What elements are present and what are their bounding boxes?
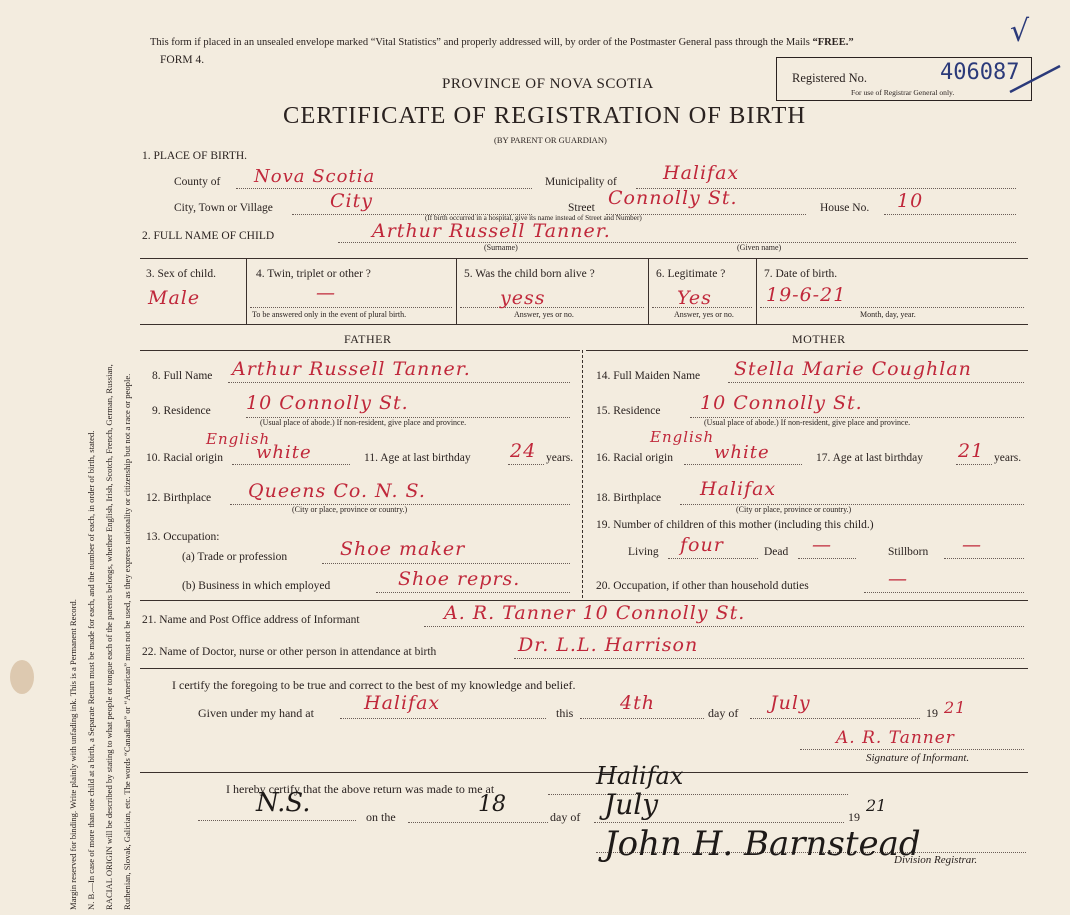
margin-note-binding: Margin reserved for binding. Write plainly with unfading ink. This is a Permanent Record. bbox=[68, 599, 78, 910]
surname-note: (Surname) bbox=[484, 243, 518, 252]
registered-number: 406087 bbox=[940, 60, 1020, 85]
father-header: FATHER bbox=[344, 332, 392, 346]
margin-note-racial-origin-cont: Ruthenian, Slovak, Galician, etc. The words “Canadian” or “American” must not be used, as they express nationality or citizenship but not a race or people. bbox=[122, 373, 132, 910]
municipality-value: Halifax bbox=[663, 162, 740, 184]
father-birthplace-value: Queens Co. N. S. bbox=[248, 480, 426, 502]
form-number: FORM 4. bbox=[160, 54, 205, 66]
legitimate-value: Yes bbox=[677, 287, 712, 309]
registrar-caption: Division Registrar. bbox=[894, 854, 978, 866]
municipality-label: Municipality of bbox=[545, 176, 617, 188]
given-label: Given under my hand at bbox=[198, 706, 314, 720]
alive-label: 5. Was the child born alive ? bbox=[464, 268, 595, 280]
father-racial-label: 10. Racial origin bbox=[146, 452, 223, 464]
father-birthplace-note: (City or place, province or country.) bbox=[292, 505, 408, 514]
given-year-prefix: 19 bbox=[926, 706, 938, 720]
registered-tick-icon bbox=[1004, 62, 1064, 98]
child-name-label: 2. FULL NAME OF CHILD bbox=[142, 230, 275, 242]
registrar-year-value: 21 bbox=[866, 796, 887, 815]
twin-value: — bbox=[316, 282, 336, 304]
city-label: City, Town or Village bbox=[174, 202, 273, 214]
mother-age-value: 21 bbox=[958, 440, 985, 462]
mother-residence-value: 10 Connolly St. bbox=[700, 392, 863, 414]
county-label: County of bbox=[174, 176, 221, 188]
mother-racial-above: English bbox=[650, 428, 715, 446]
registrar-place-value: Halifax bbox=[596, 762, 684, 790]
registered-note: For use of Registrar General only. bbox=[851, 88, 955, 97]
registrar-statement: I hereby certify that the above return was made to me at bbox=[226, 782, 495, 796]
registrar-day-value: 18 bbox=[478, 792, 506, 817]
sex-label: 3. Sex of child. bbox=[146, 268, 216, 280]
given-month-value: July bbox=[770, 692, 811, 714]
sex-value: Male bbox=[148, 287, 201, 309]
mother-occupation-value: — bbox=[888, 568, 908, 590]
twin-note: To be answered only in the event of plural birth. bbox=[252, 310, 407, 319]
postal-free: “FREE.” bbox=[812, 37, 854, 48]
postal-note bbox=[150, 37, 854, 48]
father-racial-value: white bbox=[256, 442, 312, 463]
province-heading: PROVINCE OF NOVA SCOTIA bbox=[442, 76, 654, 92]
mother-name-label: 14. Full Maiden Name bbox=[596, 370, 701, 382]
mother-racial-label: 16. Racial origin bbox=[596, 452, 673, 464]
doctor-value: Dr. L.L. Harrison bbox=[518, 634, 699, 656]
informant-signature: A. R. Tanner bbox=[836, 728, 955, 748]
dead-label: Dead bbox=[764, 546, 789, 558]
street-label: Street bbox=[568, 202, 595, 214]
mother-residence-note: (Usual place of abode.) If non-resident, give place and province. bbox=[704, 418, 911, 427]
given-year-value: 21 bbox=[944, 698, 967, 717]
legitimate-note: Answer, yes or no. bbox=[674, 310, 734, 319]
house-label: House No. bbox=[820, 202, 870, 214]
informant-signature-caption: Signature of Informant. bbox=[866, 752, 970, 764]
father-trade-value: Shoe maker bbox=[340, 538, 466, 560]
registrar-province-value: N.S. bbox=[256, 788, 311, 818]
registrar-on-the-label: on the bbox=[366, 810, 396, 824]
twin-label: 4. Twin, triplet or other ? bbox=[256, 268, 371, 280]
father-age-value: 24 bbox=[510, 440, 537, 462]
child-name-value: Arthur Russell Tanner. bbox=[372, 220, 611, 242]
father-racial-above: English bbox=[206, 430, 271, 448]
alive-note: Answer, yes or no. bbox=[514, 310, 574, 319]
father-residence-label: 9. Residence bbox=[152, 405, 211, 417]
father-birthplace-label: 12. Birthplace bbox=[146, 492, 212, 504]
doctor-label: 22. Name of Doctor, nurse or other person in attendance at birth bbox=[142, 646, 437, 658]
father-business-label: (b) Business in which employed bbox=[182, 580, 331, 592]
registrar-year-prefix: 19 bbox=[848, 810, 860, 824]
place-section-label: 1. PLACE OF BIRTH. bbox=[142, 150, 248, 162]
mother-occupation-label: 20. Occupation, if other than household duties bbox=[596, 580, 809, 592]
postal-note-text: This form if placed in an unsealed envelope marked “Vital Statistics” and properly addressed will, by order of the Postmaster General pass through the Mails bbox=[150, 37, 810, 48]
check-mark-icon: √ bbox=[1010, 14, 1031, 49]
page-subtitle: (BY PARENT OR GUARDIAN) bbox=[494, 135, 607, 145]
mother-residence-label: 15. Residence bbox=[596, 405, 661, 417]
given-day-of-label: day of bbox=[708, 706, 739, 720]
father-business-value: Shoe reprs. bbox=[398, 568, 521, 590]
father-age-label: 11. Age at last birthday bbox=[364, 452, 471, 464]
county-value: Nova Scotia bbox=[254, 166, 376, 187]
informant-label: 21. Name and Post Office address of Informant bbox=[142, 614, 360, 626]
registrar-month-value: July bbox=[604, 788, 659, 821]
mother-header: MOTHER bbox=[792, 332, 846, 346]
registered-label: Registered No. bbox=[792, 71, 867, 85]
dob-value: 19-6-21 bbox=[766, 284, 847, 306]
father-trade-label: (a) Trade or profession bbox=[182, 551, 288, 563]
stillborn-label: Stillborn bbox=[888, 546, 929, 558]
stillborn-value: — bbox=[962, 534, 982, 556]
dob-label: 7. Date of birth. bbox=[764, 268, 838, 280]
living-label: Living bbox=[628, 546, 659, 558]
paper-stain bbox=[10, 660, 34, 694]
father-age-unit: years. bbox=[546, 452, 574, 464]
father-occupation-label: 13. Occupation: bbox=[146, 531, 220, 543]
father-name-label: 8. Full Name bbox=[152, 370, 213, 382]
city-value: City bbox=[330, 190, 373, 212]
street-value: Connolly St. bbox=[608, 187, 738, 209]
margin-note-racial-origin: RACIAL ORIGIN will be described by stating to what people or tongue each of the parents belongs, whether English, Irish, Scotch, French, German, Russian, bbox=[104, 364, 114, 910]
mother-birthplace-label: 18. Birthplace bbox=[596, 492, 662, 504]
house-value: 10 bbox=[897, 190, 924, 212]
mother-birthplace-value: Halifax bbox=[700, 478, 777, 500]
mother-age-unit: years. bbox=[994, 452, 1022, 464]
legitimate-label: 6. Legitimate ? bbox=[656, 268, 726, 280]
mother-name-value: Stella Marie Coughlan bbox=[734, 358, 972, 380]
registrar-signature: John H. Barnstead bbox=[604, 824, 921, 864]
given-name-note: (Given name) bbox=[737, 243, 782, 252]
father-residence-note: (Usual place of abode.) If non-resident, give place and province. bbox=[260, 418, 467, 427]
margin-note-multiple-births: N. B.—In case of more than one child at a birth, a Separate Return must be made for each, and the number of each, in order of birth, stated. bbox=[86, 430, 96, 910]
given-this-label: this bbox=[556, 706, 574, 720]
mother-racial-value: white bbox=[714, 442, 770, 463]
registrar-day-of-label: day of bbox=[550, 810, 581, 824]
father-residence-value: 10 Connolly St. bbox=[246, 392, 409, 414]
mother-birthplace-note: (City or place, province or country.) bbox=[736, 505, 852, 514]
father-name-value: Arthur Russell Tanner. bbox=[232, 358, 471, 380]
mother-children-label: 19. Number of children of this mother (including this child.) bbox=[596, 519, 874, 531]
certify-statement: I certify the foregoing to be true and correct to the best of my knowledge and belief. bbox=[172, 678, 576, 692]
given-place-value: Halifax bbox=[364, 692, 441, 714]
informant-value: A. R. Tanner 10 Connolly St. bbox=[444, 602, 746, 624]
dob-note: Month, day, year. bbox=[860, 310, 916, 319]
given-day-value: 4th bbox=[620, 692, 655, 714]
alive-value: yess bbox=[500, 287, 546, 309]
living-value: four bbox=[680, 534, 724, 556]
page-title: CERTIFICATE OF REGISTRATION OF BIRTH bbox=[283, 102, 807, 129]
dead-value: — bbox=[812, 534, 832, 556]
street-note: (If birth occurred in a hospital, give its name instead of Street and Number) bbox=[425, 214, 642, 222]
mother-age-label: 17. Age at last birthday bbox=[816, 452, 923, 464]
